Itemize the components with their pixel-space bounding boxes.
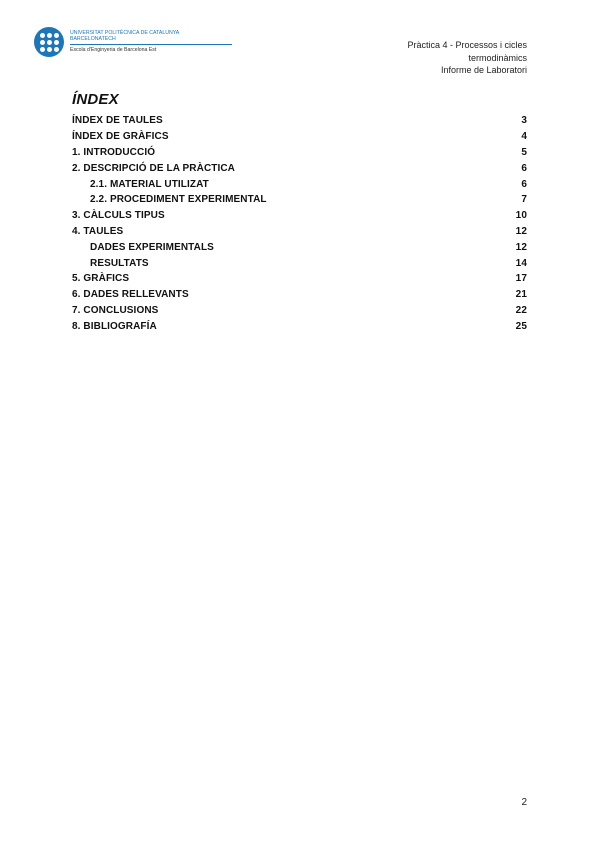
- toc-entry-page: 5: [521, 146, 527, 158]
- header-line-3: Informe de Laboratori: [440, 65, 527, 75]
- logo-university-name: UNIVERSITAT POLITÈCNICA DE CATALUNYA BARCELONATECH: [70, 30, 180, 42]
- toc-entry-page: 21: [515, 289, 527, 301]
- toc-entry-page: 4: [521, 131, 527, 143]
- toc-entry[interactable]: [72, 318, 527, 334]
- toc-entry[interactable]: [72, 208, 527, 224]
- toc-entry-label: RESULTATS: [90, 257, 149, 269]
- toc-entry-page: 12: [515, 225, 527, 237]
- toc-entry-label: 6. DADES RELLEVANTS: [72, 289, 189, 301]
- toc-entry-page: 25: [515, 320, 527, 332]
- toc-entry-page: 10: [515, 210, 527, 222]
- toc-entry[interactable]: [72, 303, 527, 319]
- toc-entry[interactable]: [72, 129, 527, 145]
- upc-logo-icon: [34, 27, 64, 57]
- header-line-1: Pràctica 4 - Processos i cicles: [407, 40, 527, 50]
- page-number: 2: [521, 797, 527, 808]
- toc-entry-page: 6: [521, 162, 527, 174]
- toc-entry-label: 5. GRÀFICS: [72, 273, 130, 285]
- toc-entry-page: 14: [515, 257, 527, 269]
- upc-logo: [34, 27, 214, 61]
- page-header: [0, 0, 600, 90]
- toc-entry-label: 3. CÀLCULS TIPUS: [72, 210, 165, 222]
- toc-entry[interactable]: [72, 176, 527, 192]
- logo-school-name: Escola d'Enginyeria de Barcelona Est: [70, 47, 157, 53]
- header-line-2: termodinàmics: [468, 52, 527, 63]
- toc-entry-label: 2.2. PROCEDIMENT EXPERIMENTAL: [90, 194, 267, 206]
- table-of-contents: [72, 113, 527, 334]
- toc-entry-page: 12: [515, 241, 527, 253]
- toc-entry-label: 4. TAULES: [72, 225, 124, 237]
- header-document-info: [407, 39, 527, 77]
- toc-entry-page: 6: [521, 178, 527, 190]
- toc-entry-page: 7: [521, 194, 527, 206]
- toc-entry[interactable]: [72, 145, 527, 161]
- toc-entry[interactable]: [72, 113, 527, 129]
- toc-entry[interactable]: [72, 192, 527, 208]
- toc-entry-page: 22: [515, 304, 527, 316]
- logo-divider: [70, 44, 232, 45]
- toc-entry-label: 2.1. MATERIAL UTILIZAT: [90, 178, 209, 190]
- toc-entry[interactable]: [72, 239, 527, 255]
- toc-entry[interactable]: [72, 287, 527, 303]
- toc-entry[interactable]: [72, 160, 527, 176]
- toc-entry[interactable]: [72, 224, 527, 240]
- toc-entry-label: 8. BIBLIOGRAFÍA: [72, 320, 157, 332]
- toc-entry-label: ÍNDEX DE TAULES: [72, 115, 163, 127]
- toc-entry-label: ÍNDEX DE GRÀFICS: [72, 131, 169, 143]
- page-title: ÍNDEX: [72, 91, 119, 108]
- toc-entry-label: 2. DESCRIPCIÓ DE LA PRÀCTICA: [72, 162, 235, 174]
- toc-entry[interactable]: [72, 271, 527, 287]
- toc-entry-page: 17: [515, 273, 527, 285]
- toc-entry-label: 1. INTRODUCCIÓ: [72, 146, 156, 158]
- toc-entry-label: 7. CONCLUSIONS: [72, 304, 159, 316]
- toc-entry-page: 3: [521, 115, 527, 127]
- toc-entry-label: DADES EXPERIMENTALS: [90, 241, 214, 253]
- toc-entry[interactable]: [72, 255, 527, 271]
